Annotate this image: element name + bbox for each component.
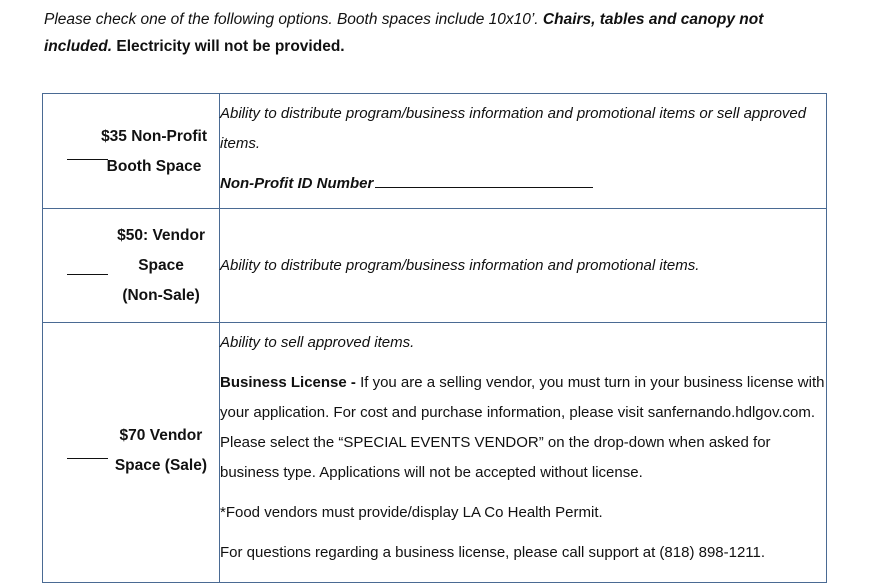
instructions-emphasis: Chairs, tables and canopy not included. bbox=[44, 11, 764, 55]
option-description-cell bbox=[220, 94, 827, 209]
license-questions: For questions regarding a business license, please call support at (818) 898-1211. bbox=[220, 544, 766, 561]
business-license-text: If you are a selling vendor, you must turn in your business license with your application. For cost and purchase information, please visit sanfernando.hdlgov.com. Please select the “SPECIAL EVENTS VENDOR” on the drop-down when asked for business type. Applications will not be accepted without license. bbox=[220, 374, 825, 481]
option-label-line: (Non-Sale) bbox=[122, 287, 200, 304]
nonprofit-id-field bbox=[220, 169, 826, 199]
option-description-cell bbox=[220, 323, 827, 583]
option-label-line: Space (Sale) bbox=[114, 457, 207, 474]
option-label bbox=[101, 122, 207, 182]
option-label-line: $35 Non-Profit bbox=[101, 128, 207, 145]
checkbox-blank-line[interactable] bbox=[67, 274, 108, 275]
option-label-line: $50: Vendor bbox=[117, 227, 205, 244]
instructions-electricity: Electricity will not be provided. bbox=[112, 38, 345, 55]
nonprofit-id-blank[interactable] bbox=[375, 173, 593, 188]
option-row-vendor-nonsale bbox=[43, 209, 827, 323]
option-label-line: $70 Vendor bbox=[119, 427, 203, 444]
option-label bbox=[117, 221, 205, 311]
option-row-vendor-sale bbox=[43, 323, 827, 583]
instructions bbox=[44, 6, 834, 60]
checkbox-blank-line[interactable] bbox=[67, 458, 108, 459]
option-label bbox=[115, 421, 207, 481]
business-license-label: Business License - bbox=[220, 374, 361, 391]
option-description: Ability to distribute program/business information and promotional items. bbox=[220, 256, 700, 274]
nonprofit-id-label: Non-Profit ID Number bbox=[220, 175, 374, 192]
booth-options-table bbox=[42, 93, 827, 583]
option-label-line: Booth Space bbox=[106, 158, 202, 175]
option-description: Ability to distribute program/business information and promotional items or sell approved items. bbox=[220, 105, 807, 152]
option-description-cell bbox=[220, 209, 827, 323]
business-license-info bbox=[220, 368, 826, 488]
food-vendor-note: *Food vendors must provide/display LA Co Health Permit. bbox=[220, 504, 603, 521]
option-label-cell bbox=[43, 94, 220, 209]
option-label-cell bbox=[43, 323, 220, 583]
option-description: Ability to sell approved items. bbox=[220, 334, 415, 351]
option-label-line: Space bbox=[138, 257, 184, 274]
option-label-cell bbox=[43, 209, 220, 323]
option-row-nonprofit bbox=[43, 94, 827, 209]
instructions-text: Please check one of the following options. Booth spaces include 10x10’. bbox=[44, 11, 543, 28]
